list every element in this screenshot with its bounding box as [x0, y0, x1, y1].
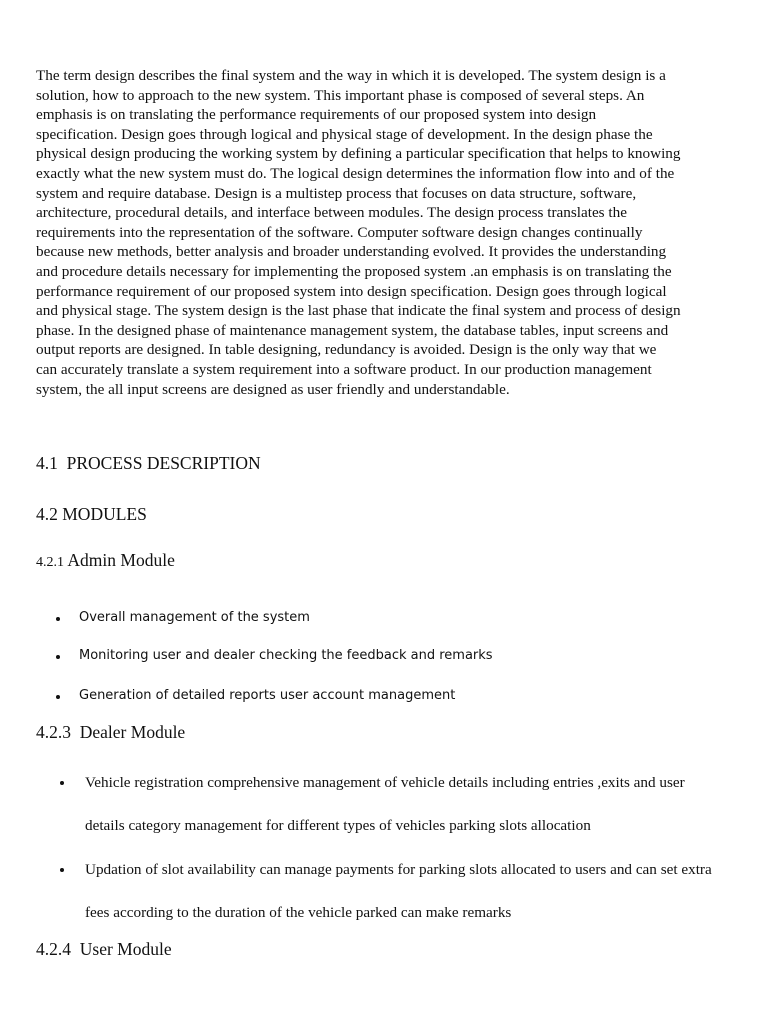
- admin-module-heading: [36, 550, 175, 571]
- paragraph-line: and procedure details necessary for implementing the proposed system .an emphasis is on translating the: [36, 262, 672, 280]
- paragraph-line: The term design describes the final system and the way in which it is developed. The system design is a: [36, 67, 666, 84]
- paragraph-line: solution, how to approach to the new system. This important phase is composed of several steps. An: [36, 86, 645, 104]
- intro-paragraph: [36, 66, 736, 399]
- bullet-icon: [60, 781, 64, 785]
- bullet-icon: [56, 617, 60, 621]
- list-item-text: fees according to the duration of the vehicle parked can make remarks: [85, 904, 512, 921]
- list-item-text: Overall management of the system: [79, 610, 310, 625]
- paragraph-line: output reports are designed. In table designing, redundancy is avoided. Design is the only way that we: [36, 341, 657, 359]
- paragraph-line: system, the all input screens are designed as user friendly and understandable.: [36, 380, 510, 398]
- list-item-text: Updation of slot availability can manage payments for parking slots allocated to users and can set extra: [85, 861, 712, 878]
- paragraph-line: can accurately translate a system requirement into a software product. In our production management: [36, 360, 652, 378]
- list-item-text: Vehicle registration comprehensive management of vehicle details including entries ,exits and user: [85, 774, 685, 791]
- user-module-heading: 4.2.4 User Module: [36, 939, 172, 959]
- admin-module-title: Admin Module: [64, 550, 175, 570]
- list-item-text: Monitoring user and dealer checking the feedback and remarks: [79, 648, 493, 663]
- bullet-icon: [56, 695, 60, 699]
- paragraph-line: requirements into the representation of the software. Computer software design changes continually: [36, 223, 643, 241]
- paragraph-line: physical design producing the working system by defining a particular specification that helps to knowing: [36, 145, 681, 163]
- process-description-heading: 4.1 PROCESS DESCRIPTION: [36, 453, 261, 473]
- dealer-module-heading: 4.2.3 Dealer Module: [36, 722, 186, 742]
- admin-module-number: 4.2.1: [36, 555, 64, 570]
- modules-heading: 4.2 MODULES: [36, 504, 147, 524]
- paragraph-line: and physical stage. The system design is the last phase that indicate the final system and process of design: [36, 302, 681, 320]
- paragraph-line: because new methods, better analysis and broader understanding evolved. It provides the understanding: [36, 243, 667, 261]
- paragraph-line: exactly what the new system must do. The logical design determines the information flow into and of the: [36, 164, 675, 182]
- paragraph-line: system and require database. Design is a multistep process that focuses on data structure, software,: [36, 184, 637, 202]
- list-item-text: details category management for different types of vehicles parking slots allocation: [85, 817, 591, 834]
- paragraph-line: emphasis is on translating the performance requirements of our proposed system into design: [36, 106, 597, 124]
- paragraph-line: architecture, procedural details, and interface between modules. The design process translates the: [36, 204, 627, 222]
- paragraph-line: performance requirement of our proposed system into design specification. Design goes through logical: [36, 282, 667, 300]
- paragraph-line: specification. Design goes through logical and physical stage of development. In the design phase the: [36, 125, 653, 143]
- list-item-text: Generation of detailed reports user account management: [79, 688, 456, 703]
- bullet-icon: [60, 868, 64, 872]
- paragraph-line: phase. In the designed phase of maintenance management system, the database tables, input screens and: [36, 321, 669, 339]
- bullet-icon: [56, 655, 60, 659]
